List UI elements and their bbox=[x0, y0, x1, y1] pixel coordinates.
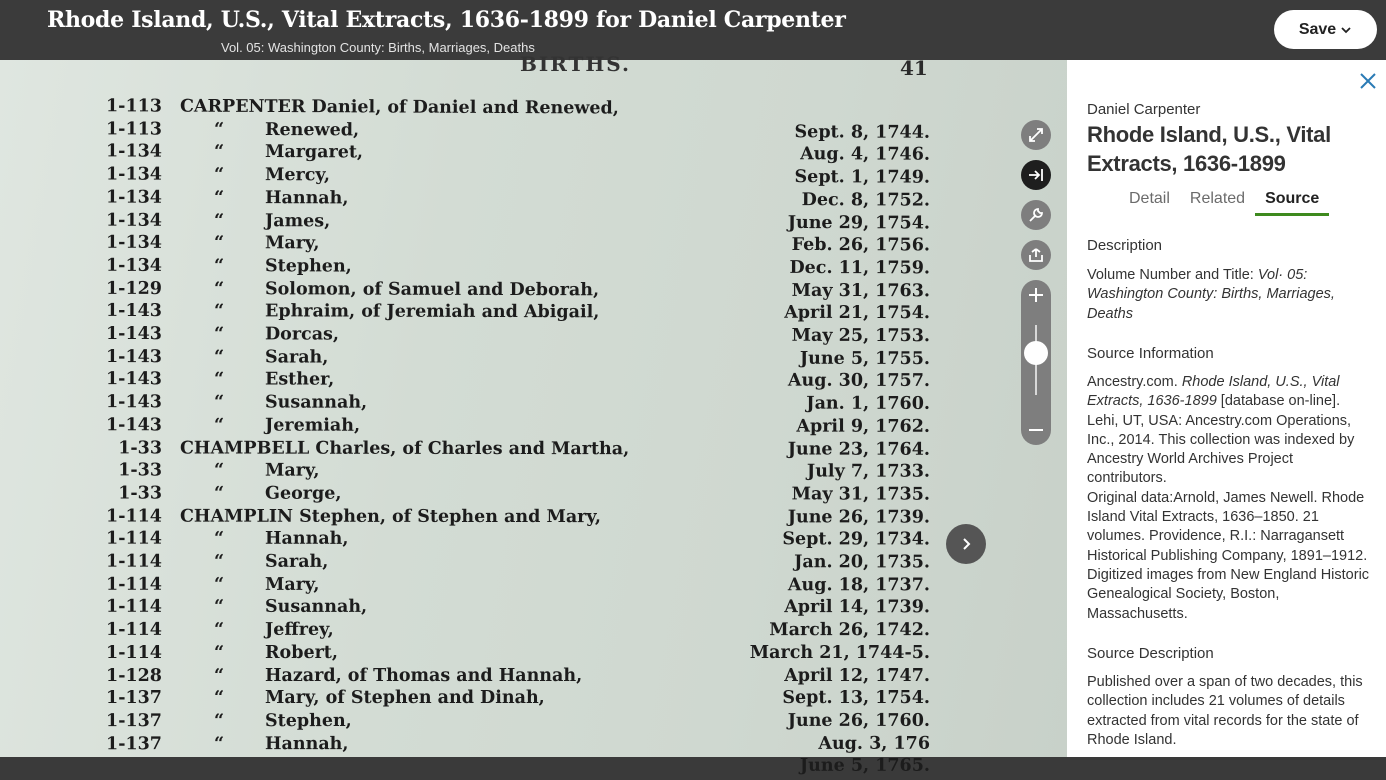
record-name: Sarah, bbox=[265, 347, 328, 367]
record-ditto: “ bbox=[214, 392, 224, 412]
record-ditto: “ bbox=[214, 188, 224, 208]
record-ditto: “ bbox=[214, 279, 224, 299]
record-row bbox=[0, 369, 1000, 394]
record-ditto: “ bbox=[214, 461, 224, 481]
record-date: Sept. 29, 1734. bbox=[782, 530, 930, 550]
record-ditto: “ bbox=[214, 142, 224, 162]
tab-related[interactable]: Related bbox=[1180, 188, 1255, 216]
record-date: Sept. 13, 1754. bbox=[782, 688, 930, 708]
record-date: May 25, 1753. bbox=[792, 326, 930, 346]
close-panel-button[interactable] bbox=[1357, 70, 1379, 92]
record-row bbox=[0, 643, 1000, 666]
record-ditto: “ bbox=[214, 552, 224, 572]
record-name: Susannah, bbox=[265, 597, 367, 617]
record-row bbox=[0, 574, 1000, 598]
record-ref: 1-134 bbox=[100, 165, 162, 185]
record-name: CARPENTER Daniel, of Daniel and Renewed, bbox=[180, 97, 619, 119]
record-date: July 7, 1733. bbox=[807, 462, 930, 482]
record-row bbox=[0, 666, 1000, 689]
record-ref: 1-114 bbox=[100, 620, 162, 640]
record-date: April 21, 1754. bbox=[784, 303, 930, 323]
description-value: Vol· 05: Washington County: Births, Marriages, Deaths bbox=[1087, 267, 1335, 322]
record-ref: 1-33 bbox=[100, 461, 162, 481]
record-ditto: “ bbox=[214, 119, 224, 139]
record-ref: 1-143 bbox=[100, 324, 162, 344]
description-label: Description bbox=[1087, 237, 1162, 254]
record-ditto: “ bbox=[214, 256, 224, 276]
record-date: June 5, 1765. bbox=[800, 756, 930, 776]
record-ditto: “ bbox=[214, 529, 224, 549]
record-date: Aug. 3, 176 bbox=[818, 733, 930, 753]
record-row bbox=[0, 506, 1000, 530]
record-ref: 1-143 bbox=[100, 301, 162, 321]
record-date: June 29, 1754. bbox=[788, 213, 930, 233]
record-ditto: “ bbox=[214, 643, 224, 663]
record-date: June 26, 1760. bbox=[788, 711, 930, 731]
record-ref: 1-143 bbox=[100, 415, 162, 435]
record-row bbox=[0, 483, 1000, 507]
record-ditto: “ bbox=[214, 620, 224, 640]
record-name: CHAMPLIN Stephen, of Stephen and Mary, bbox=[180, 506, 601, 527]
next-image-button[interactable] bbox=[946, 524, 986, 564]
source-info-original-data: Original data:Arnold, James Newell. Rhode Island Vital Extracts, 1636–1850. 21 volumes. Providence, R.I.: Narragansett Historical Publishing Company, 1891–1912. Digitized images from New England Historic Genealogical Society, Boston, Massachusetts. bbox=[1087, 490, 1369, 622]
image-viewer[interactable] bbox=[0, 60, 1067, 757]
record-ditto: “ bbox=[214, 734, 224, 754]
save-button[interactable] bbox=[1274, 10, 1377, 49]
record-ref: 1-113 bbox=[100, 96, 162, 116]
record-row bbox=[0, 529, 1000, 553]
top-header bbox=[0, 0, 1386, 60]
record-row bbox=[0, 597, 1000, 621]
record-name: Jeffrey, bbox=[265, 620, 334, 640]
record-date: Sept. 8, 1744. bbox=[795, 122, 931, 143]
image-header-fragment: BIRTHS. bbox=[520, 52, 631, 76]
description-prefix: Volume Number and Title: bbox=[1087, 267, 1258, 283]
record-ref: 1-143 bbox=[100, 347, 162, 367]
fullscreen-icon bbox=[1027, 126, 1045, 144]
record-date: Aug. 4, 1746. bbox=[800, 145, 930, 166]
record-ditto: “ bbox=[214, 666, 224, 686]
record-name: Mary, bbox=[265, 575, 320, 595]
record-ditto: “ bbox=[214, 711, 224, 731]
record-date: April 14, 1739. bbox=[784, 598, 930, 618]
record-name: James, bbox=[265, 211, 330, 231]
save-button-label: Save bbox=[1299, 21, 1336, 39]
close-icon bbox=[1359, 72, 1377, 90]
zoom-out-icon bbox=[1027, 421, 1045, 439]
record-date: Aug. 18, 1737. bbox=[788, 575, 930, 595]
record-ref: 1-143 bbox=[100, 392, 162, 412]
record-name: Jeremiah, bbox=[265, 415, 360, 435]
source-info-part3: [database on-line]. Lehi, UT, USA: Ancestry.com Operations, Inc., 2014. This collection was indexed by Ancestry World Archives Project contributors. bbox=[1087, 393, 1354, 486]
tools-button[interactable] bbox=[1021, 200, 1051, 230]
record-ditto: “ bbox=[214, 324, 224, 344]
zoom-out-button[interactable] bbox=[1021, 415, 1051, 445]
record-ref: 1-134 bbox=[100, 233, 162, 253]
image-page-number: 41 bbox=[900, 56, 928, 80]
record-row bbox=[0, 756, 1000, 780]
record-ditto: “ bbox=[214, 165, 224, 185]
record-row bbox=[0, 233, 1000, 259]
record-date: Dec. 8, 1752. bbox=[802, 190, 930, 210]
zoom-control bbox=[1021, 280, 1051, 445]
record-date: March 26, 1742. bbox=[769, 620, 930, 640]
share-icon bbox=[1027, 246, 1045, 264]
record-name: Hannah, bbox=[265, 529, 349, 549]
record-ditto: “ bbox=[214, 370, 224, 390]
source-panel bbox=[1067, 60, 1386, 757]
record-name: Robert, bbox=[265, 643, 338, 663]
record-date: Jan. 1, 1760. bbox=[806, 394, 930, 414]
record-ditto: “ bbox=[214, 597, 224, 617]
tools-wrench-icon bbox=[1027, 206, 1045, 224]
record-image bbox=[0, 60, 1067, 757]
zoom-in-button[interactable] bbox=[1021, 280, 1051, 310]
record-ref: 1-128 bbox=[100, 666, 162, 686]
source-description-label: Source Description bbox=[1087, 645, 1214, 662]
record-ditto: “ bbox=[214, 415, 224, 435]
record-date: Sept. 1, 1749. bbox=[795, 167, 931, 188]
record-date: Feb. 26, 1756. bbox=[792, 235, 930, 255]
source-information-text bbox=[1087, 373, 1375, 624]
record-ref: 1-114 bbox=[100, 506, 162, 526]
source-information-label: Source Information bbox=[1087, 345, 1214, 362]
record-name: Esther, bbox=[265, 370, 334, 390]
record-date: Dec. 11, 1759. bbox=[789, 258, 930, 278]
chevron-right-icon bbox=[958, 536, 974, 552]
record-ref: 1-113 bbox=[100, 119, 162, 139]
record-name: Margaret, bbox=[265, 142, 363, 162]
record-name: George, bbox=[265, 484, 341, 504]
record-name: Hazard, of Thomas and Hannah, bbox=[265, 666, 582, 686]
record-ref: 1-137 bbox=[100, 688, 162, 708]
fullscreen-button[interactable] bbox=[1021, 120, 1051, 150]
record-ref: 1-143 bbox=[100, 369, 162, 389]
record-ref: 1-114 bbox=[100, 574, 162, 594]
record-name: Sarah, bbox=[265, 552, 328, 572]
source-description-text: Published over a span of two decades, this collection includes 21 volumes of details extracted from vital records for the state of Rhode Island. bbox=[1087, 673, 1375, 750]
record-ref: 1-134 bbox=[100, 256, 162, 276]
tab-source[interactable]: Source bbox=[1255, 188, 1329, 216]
record-ref: 1-114 bbox=[100, 552, 162, 572]
record-row bbox=[0, 688, 1000, 711]
share-button[interactable] bbox=[1021, 240, 1051, 270]
record-row bbox=[0, 324, 1000, 350]
record-ref: 1-114 bbox=[100, 597, 162, 617]
record-name: Stephen, bbox=[265, 711, 352, 731]
record-ref: 1-137 bbox=[100, 734, 162, 754]
record-date: April 9, 1762. bbox=[796, 416, 930, 436]
record-row bbox=[0, 460, 1000, 485]
record-ditto: “ bbox=[214, 574, 224, 594]
record-row bbox=[0, 415, 1000, 440]
record-name: CHAMPBELL Charles, of Charles and Martha, bbox=[180, 438, 629, 459]
record-date: April 12, 1747. bbox=[784, 666, 930, 686]
record-date: Jan. 20, 1735. bbox=[794, 552, 930, 572]
record-date: June 26, 1739. bbox=[788, 507, 930, 527]
source-info-part1: Ancestry.com. bbox=[1087, 374, 1182, 390]
zoom-slider-thumb[interactable] bbox=[1024, 341, 1048, 365]
record-name: Mary, bbox=[265, 233, 320, 253]
record-name: Mercy, bbox=[265, 165, 330, 185]
record-date: June 23, 1764. bbox=[788, 439, 930, 459]
record-row bbox=[0, 711, 1000, 734]
record-row bbox=[0, 733, 1000, 757]
description-text bbox=[1087, 266, 1375, 324]
record-date: June 5, 1755. bbox=[800, 348, 930, 368]
record-row bbox=[0, 392, 1000, 417]
record-row bbox=[0, 301, 1000, 327]
tab-detail[interactable]: Detail bbox=[1119, 188, 1180, 216]
record-row bbox=[0, 346, 1000, 371]
record-name: Solomon, of Samuel and Deborah, bbox=[265, 279, 599, 300]
record-name: Hannah, bbox=[265, 734, 348, 754]
record-name: Ephraim, of Jeremiah and Abigail, bbox=[265, 302, 599, 323]
record-row bbox=[0, 255, 1000, 281]
record-ditto: “ bbox=[214, 483, 224, 503]
page-subtitle: Vol. 05: Washington County: Births, Marriages, Deaths bbox=[221, 40, 535, 55]
record-ref: 1-129 bbox=[100, 278, 162, 298]
record-ditto: “ bbox=[214, 347, 224, 367]
record-date: May 31, 1735. bbox=[792, 484, 930, 504]
collapse-panel-button[interactable] bbox=[1021, 160, 1051, 190]
record-name: Hannah, bbox=[265, 188, 349, 208]
panel-tabs bbox=[1119, 188, 1329, 218]
record-date: Aug. 30, 1757. bbox=[788, 371, 930, 391]
record-ref: 1-33 bbox=[100, 438, 162, 458]
record-ditto: “ bbox=[214, 688, 224, 708]
record-ref: 1-114 bbox=[100, 529, 162, 549]
record-ref: 1-137 bbox=[100, 711, 162, 731]
source-info-collection: Rhode Island, U.S., Vital Extracts, 1636-1899 bbox=[1087, 374, 1340, 409]
record-ref: 1-114 bbox=[100, 643, 162, 663]
collection-title: Rhode Island, U.S., Vital Extracts, 1636-1899 bbox=[1087, 120, 1357, 178]
record-ref: 1-134 bbox=[100, 142, 162, 162]
record-row bbox=[0, 620, 1000, 643]
record-ref: 1-134 bbox=[100, 210, 162, 230]
record-ditto: “ bbox=[214, 301, 224, 321]
record-ref: 1-134 bbox=[100, 187, 162, 207]
record-ditto: “ bbox=[214, 233, 224, 253]
record-ref: 1-33 bbox=[100, 483, 162, 503]
page-title: Rhode Island, U.S., Vital Extracts, 1636-1899 for Daniel Carpenter bbox=[47, 7, 846, 33]
record-name: Renewed, bbox=[265, 120, 359, 140]
chevron-down-icon bbox=[1340, 24, 1352, 36]
collapse-panel-icon bbox=[1027, 166, 1045, 184]
record-name: Dorcas, bbox=[265, 324, 339, 344]
record-name: Susannah, bbox=[265, 393, 367, 413]
record-row bbox=[0, 187, 1000, 214]
record-row bbox=[0, 552, 1000, 576]
record-date: March 21, 1744-5. bbox=[750, 643, 930, 663]
person-name: Daniel Carpenter bbox=[1087, 101, 1200, 118]
record-ditto: “ bbox=[214, 211, 224, 231]
record-row bbox=[0, 438, 1000, 463]
record-date: May 31, 1763. bbox=[792, 280, 930, 300]
record-name: Mary, of Stephen and Dinah, bbox=[265, 688, 545, 708]
record-name: Stephen, bbox=[265, 256, 352, 276]
record-name: Mary, bbox=[265, 461, 320, 481]
zoom-in-icon bbox=[1027, 286, 1045, 304]
